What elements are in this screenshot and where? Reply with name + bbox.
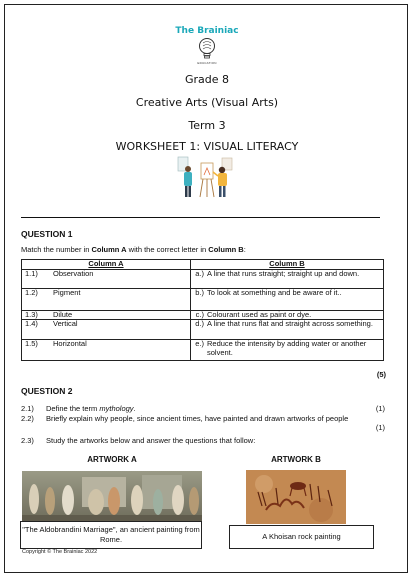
row-number: 1.5) — [22, 340, 51, 361]
question-1-title: QUESTION 1 — [21, 229, 73, 239]
item-number: 2.2) — [21, 414, 34, 423]
question-1-total-marks: (5) — [376, 370, 386, 379]
item-text: Define the term mythology. — [46, 404, 136, 413]
table-row — [22, 288, 384, 310]
row-letter: e.) — [191, 340, 205, 361]
subject-heading: Creative Arts (Visual Arts) — [135, 96, 279, 109]
term-heading: Term 3 — [188, 119, 226, 132]
row-definition: A line that runs flat and straight across something. — [204, 320, 384, 340]
column-a-header: Column A — [22, 260, 191, 270]
row-letter: a.) — [191, 269, 205, 288]
column-b-header: Column B — [191, 260, 384, 270]
logo-subtitle: EDUCATION — [197, 61, 217, 65]
item-marks: (1) — [375, 423, 385, 432]
item-text: Briefly explain why people, since ancient times, have painted and drawn artworks of people — [46, 414, 349, 423]
section-divider — [21, 217, 380, 218]
artwork-b-caption: A Khoisan rock painting — [229, 525, 374, 549]
copyright-notice: Copyright © The Brainiac 2022 — [22, 549, 98, 555]
item-marks: (1) — [375, 404, 385, 413]
row-definition: To look at something and be aware of it.. — [204, 288, 384, 310]
artwork-b-title: ARTWORK B — [271, 455, 321, 464]
row-number: 1.2) — [22, 288, 51, 310]
row-definition: A line that runs straight; straight up and down. — [204, 269, 384, 288]
question-1-instruction: Match the number in Column A with the correct letter in Column B: — [21, 245, 246, 254]
matching-table — [21, 259, 384, 361]
artwork-a-title: ARTWORK A — [87, 455, 137, 464]
row-definition: Colourant used as paint or dye. — [204, 310, 384, 320]
art-class-illustration — [176, 155, 236, 199]
row-definition: Reduce the intensity by adding water or another solvent. — [204, 340, 384, 361]
row-term: Horizontal — [50, 340, 191, 361]
artwork-a-image — [22, 471, 202, 521]
artwork-b-image — [246, 470, 346, 524]
row-number: 1.1) — [22, 269, 51, 288]
logo-title: The Brainiac — [175, 26, 239, 36]
table-row — [22, 269, 384, 288]
question-item — [21, 404, 385, 413]
question-item — [21, 436, 385, 445]
row-term: Observation — [50, 269, 191, 288]
question-item — [21, 414, 385, 432]
row-term: Dilute — [50, 310, 191, 320]
table-row — [22, 340, 384, 361]
table-header-row — [22, 260, 384, 270]
row-letter: d.) — [191, 320, 205, 340]
item-number: 2.3) — [21, 436, 34, 445]
row-letter: b.) — [191, 288, 205, 310]
row-term: Vertical — [50, 320, 191, 340]
table-row — [22, 320, 384, 340]
row-number: 1.4) — [22, 320, 51, 340]
item-number: 2.1) — [21, 404, 34, 413]
artwork-a-caption: "The Aldobrandini Marriage", an ancient painting from Rome. — [20, 521, 202, 549]
row-term: Pigment — [50, 288, 191, 310]
lightbulb-logo-icon — [197, 37, 217, 61]
row-letter: c.) — [191, 310, 205, 320]
question-2-title: QUESTION 2 — [21, 386, 73, 396]
item-text: Study the artworks below and answer the questions that follow: — [46, 436, 256, 445]
row-number: 1.3) — [22, 310, 51, 320]
worksheet-heading: WORKSHEET 1: VISUAL LITERACY — [115, 140, 299, 153]
grade-heading: Grade 8 — [184, 73, 230, 86]
